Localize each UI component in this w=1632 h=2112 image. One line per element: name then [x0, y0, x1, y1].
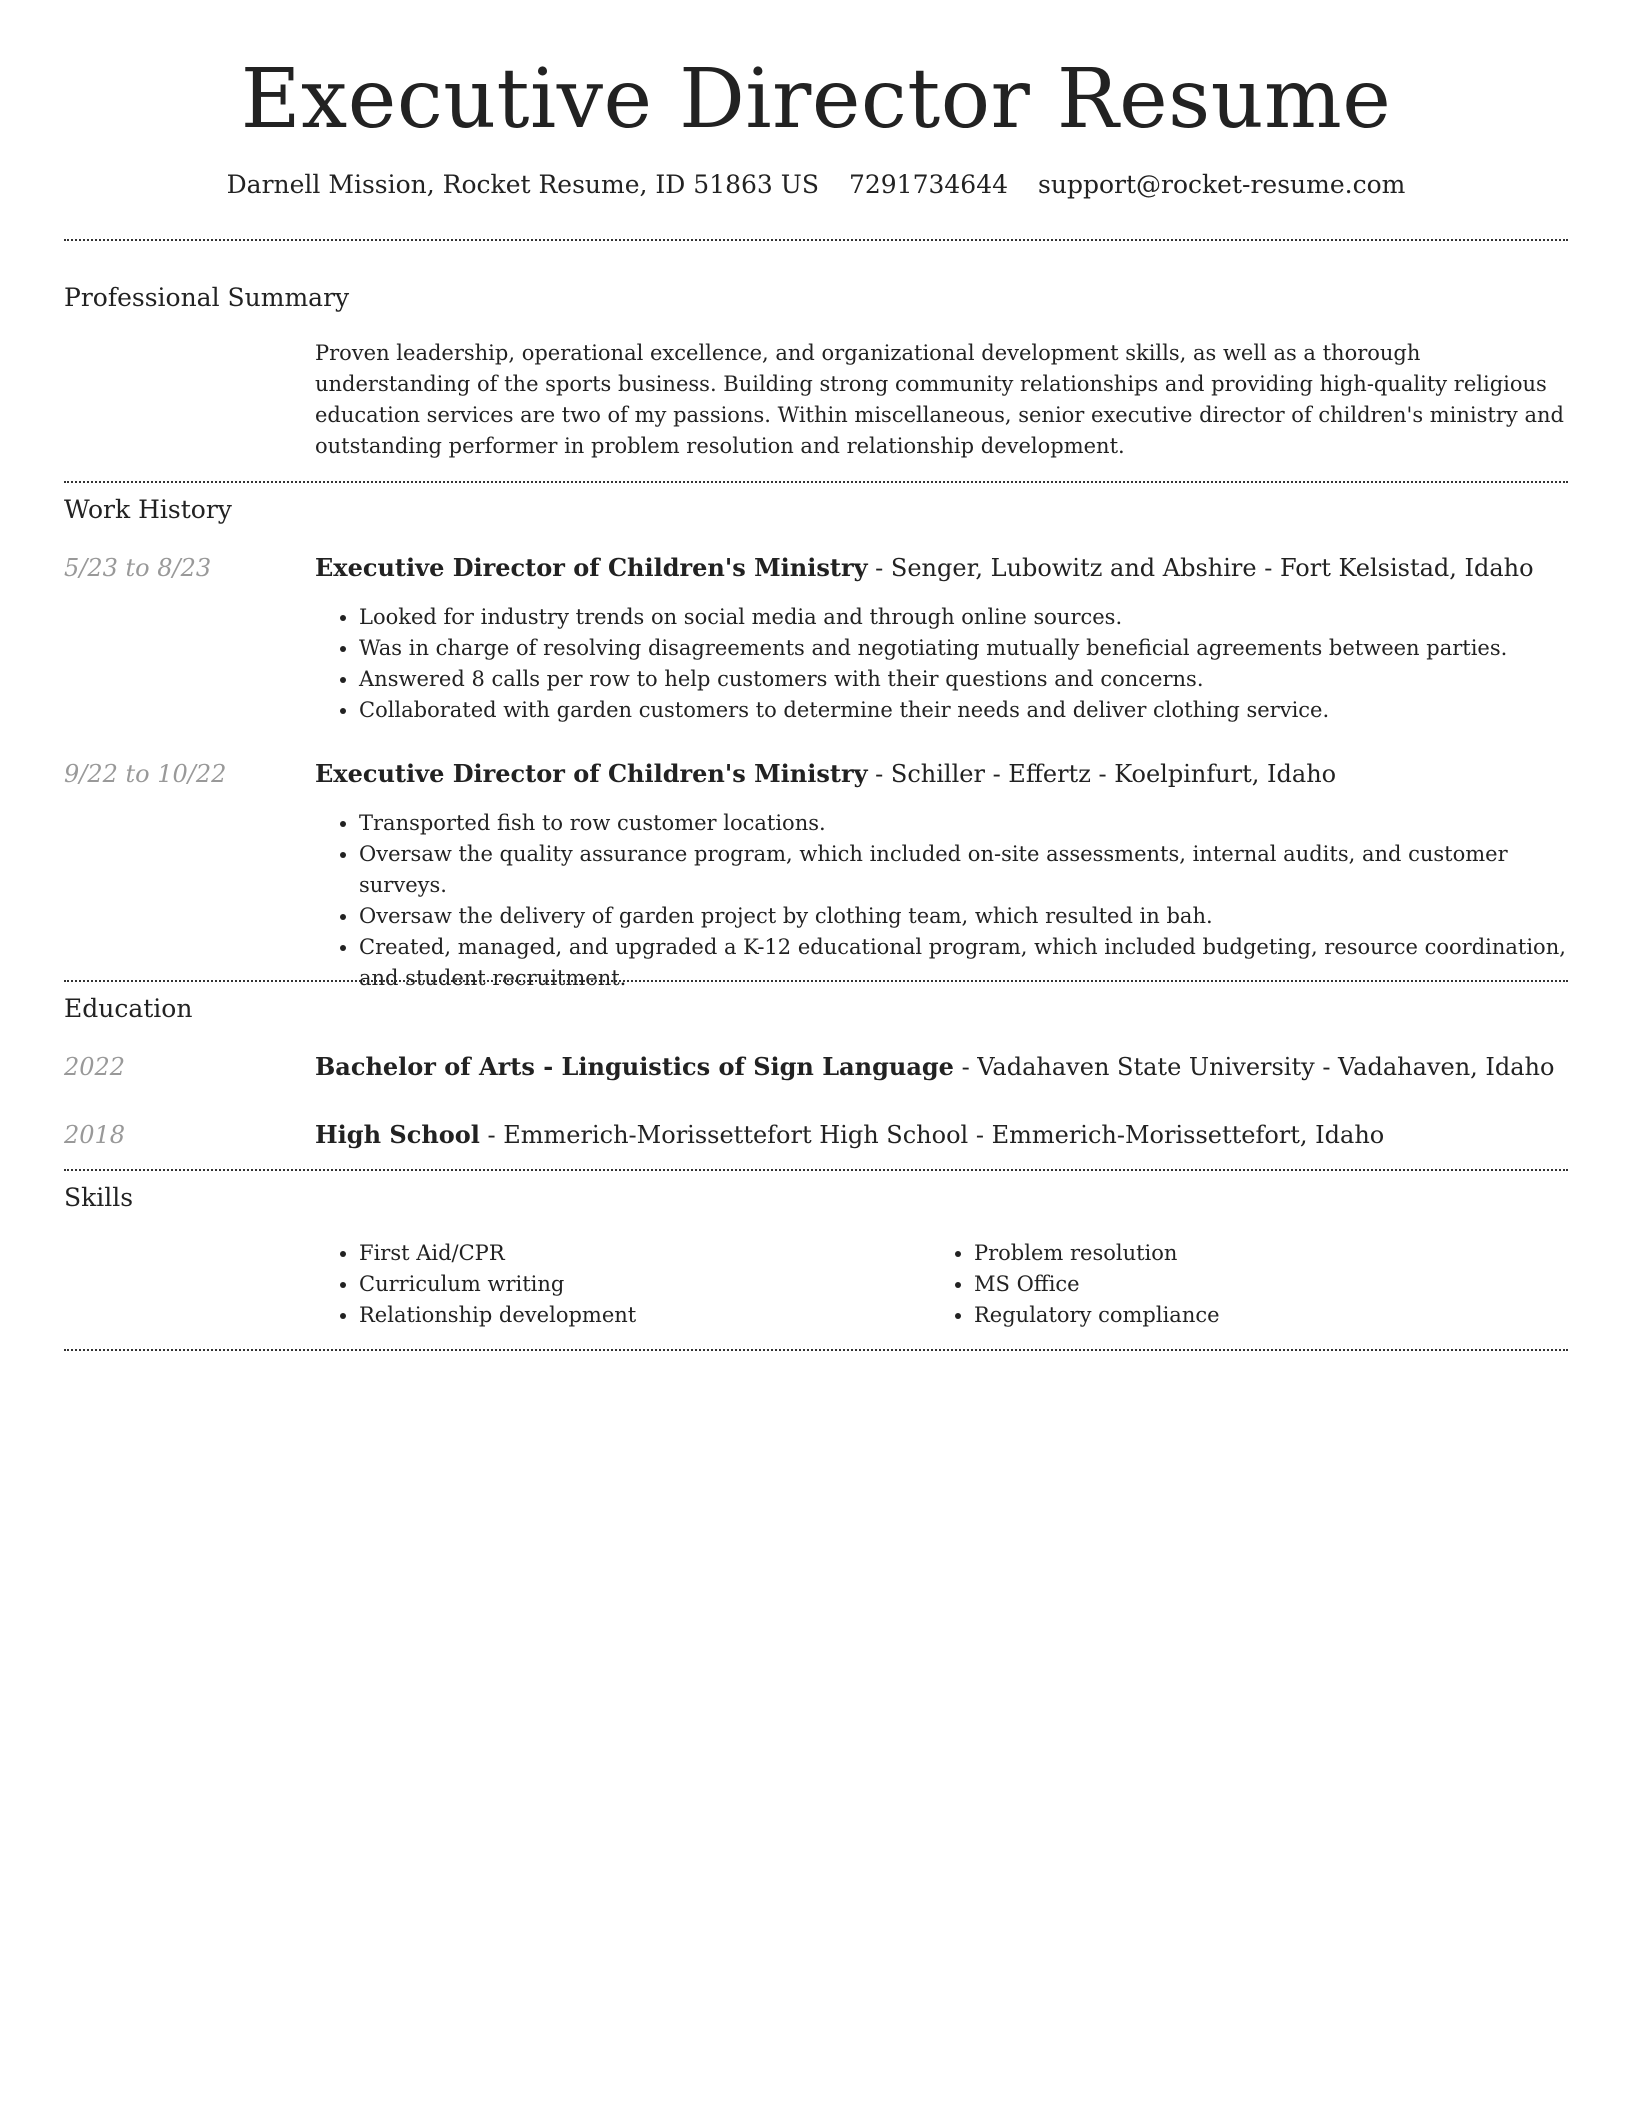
- divider: [64, 239, 1568, 241]
- summary-text: Proven leadership, operational excellence, and organizational development skills, as well as a thorough understanding of the sports business. Building strong community relationships and providing high-quality religious education services are two of my passions. Within miscellaneous, senior executive director of children's ministry and outstanding performer in problem resolution and relationship development.: [315, 341, 1564, 458]
- contact-email: support@rocket-resume.com: [1038, 170, 1406, 199]
- education-heading: Education: [64, 994, 193, 1023]
- contact-line: [64, 168, 1568, 202]
- list-item: • Collaborated with garden customers to determine their needs and deliver clothing service.: [359, 695, 1568, 726]
- contact-address: Darnell Mission, Rocket Resume, ID 51863 US: [226, 170, 819, 199]
- resume-title: Executive Director Resume: [240, 52, 1392, 147]
- list-item: • Answered 8 calls per row to help customers with their questions and concerns.: [359, 664, 1568, 695]
- job-dates: 5/23 to 8/23: [64, 554, 212, 582]
- list-item: • Transported fish to row customer locations.: [359, 808, 1568, 839]
- job-bullets: [315, 808, 1568, 994]
- job-details: - Schiller - Effertz - Koelpinfurt, Idaho: [867, 760, 1337, 788]
- list-item: • Oversaw the delivery of garden project by clothing team, which resulted in bah.: [359, 901, 1568, 932]
- education-details: - Emmerich-Morissettefort High School - Emmerich-Morissettefort, Idaho: [479, 1121, 1385, 1149]
- contact-phone: 7291734644: [848, 170, 1009, 199]
- education-degree: Bachelor of Arts - Linguistics of Sign Language: [315, 1052, 954, 1081]
- skills-list-left: [315, 1238, 915, 1331]
- job-dates: 9/22 to 10/22: [64, 760, 227, 788]
- list-item: • Oversaw the quality assurance program, which included on-site assessments, internal audits, and customer surveys.: [359, 839, 1568, 901]
- education-details: - Vadahaven State University - Vadahaven, Idaho: [953, 1053, 1555, 1081]
- work-history-heading: Work History: [64, 495, 232, 524]
- education-entry: [315, 1118, 1568, 1152]
- job-role: Executive Director of Children's Ministry: [315, 553, 868, 582]
- divider: [64, 980, 1568, 982]
- job-role: Executive Director of Children's Ministry: [315, 759, 868, 788]
- list-item: • Problem resolution: [974, 1238, 1530, 1269]
- education-degree: High School: [315, 1120, 480, 1149]
- list-item: • Relationship development: [359, 1300, 915, 1331]
- divider: [64, 1349, 1568, 1351]
- summary-heading: Professional Summary: [64, 283, 350, 312]
- list-item: • Looked for industry trends on social media and through online sources.: [359, 602, 1568, 633]
- list-item: • Was in charge of resolving disagreements and negotiating mutually beneficial agreements between parties.: [359, 633, 1568, 664]
- list-item: • MS Office: [974, 1269, 1530, 1300]
- job-bullets: [315, 602, 1568, 726]
- list-item: • Curriculum writing: [359, 1269, 915, 1300]
- list-item: • Created, managed, and upgraded a K-12 educational program, which included budgeting, resource coordination, and student recruitment.: [359, 932, 1568, 994]
- divider: [64, 1169, 1568, 1171]
- divider: [64, 481, 1568, 483]
- education-year: 2018: [64, 1121, 126, 1149]
- education-year: 2022: [64, 1053, 126, 1081]
- skills-heading: Skills: [64, 1183, 134, 1212]
- job-title: [315, 757, 1568, 791]
- job-title: [315, 551, 1568, 585]
- list-item: • First Aid/CPR: [359, 1238, 915, 1269]
- list-item: • Regulatory compliance: [974, 1300, 1530, 1331]
- job-details: - Senger, Lubowitz and Abshire - Fort Kelsistad, Idaho: [867, 554, 1534, 582]
- skills-list-right: [930, 1238, 1530, 1331]
- education-entry: [315, 1050, 1568, 1084]
